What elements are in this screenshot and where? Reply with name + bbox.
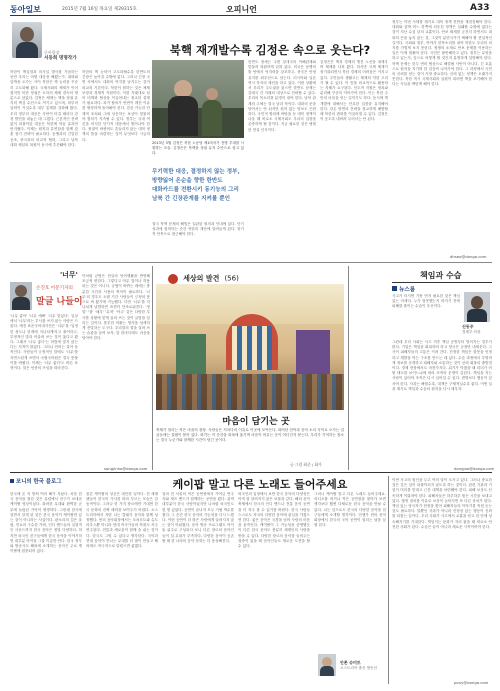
right-column-rule — [392, 282, 492, 283]
world-column-badge-icon — [168, 274, 178, 284]
bottom-author-photo — [318, 654, 336, 676]
world-column-headline: 마음이 담기는 곳 — [222, 417, 290, 427]
author-photo — [12, 22, 42, 58]
kim-jong-un-photo — [152, 60, 244, 138]
top-body-col4: 한반도 정세는 주변 강대국의 이해관계와 맞물려 복잡하게 얽혀 있다. 미국은 동맹의 틀 안에서 억지력을 강조하고, 중국은 안정 유지를 최우선으로 삼는다. 러시아와 일본 역시 각자의 계산을 하고 있다. 이런 상황에서 우리가 주도권을 잃으면 한반도 문제는 강대국 간 거래의 대상으로 전락할 수 있다. 우리의 목소리를 분명히 내야 한다. 남북 관계의 주체는 결국 남과 북이다. 대화의 문을 닫아서는 안 되지만 원칙 없는 양보도 곤란하다. 국민적 합의에 바탕을 둔 대북 정책이 나올 때 비로소 국제사회도 우리의 입장을 존중하게 될 것이다. 지금 필요한 것은 냉철한 현실 인식이다. — [248, 60, 316, 132]
masthead-rule — [10, 15, 492, 16]
top-author-name: 서동희 명명작가 — [44, 56, 77, 61]
top-body-col6: 정부는 이번 사태를 계기로 대북 정책 전반을 재점검해야 한다. 대화와 압박 어느 한쪽에 치우친 정책은 실패할 수밖에 없다는 것이 지난 수십 년의 교훈이다. 안보 태세를 굳건히 하면서도 대화의 끈을 놓지 않는 것, 그것이 분단국가가 택해야 할 현실적인 길이다. 국회와 정부, 여야가 한목소리를 내야 북한도 우리의 의지를 가볍게 보지 못한다. 정쟁의 소재로 안보 문제를 이용하는 일은 이제 멈춰야 한다. 국민은 불안해하고 있다. 정부는 무엇을 하고 있는지, 앞으로 어떻게 할 것인지 분명하게 설명해야 한다. 북핵 문제는 한두 번의 협상으로 해결될 사안이 아니다. 긴 호흡으로 원칙을 지키며 한 걸음씩 나아가야 한다. 그 과정에서 국민의 신뢰를 얻는 것이 가장 중요하다. 신뢰 없는 정책은 오래가지 못한다. 북한 역시 국제사회의 일원이 되려면 핵을 포기해야 한다는 사실을 깨닫게 해야 한다. — [392, 20, 492, 87]
right-author-name: 신동주 — [462, 324, 474, 329]
top-body-col3: 결국 북핵 문제의 해법은 일관된 원칙과 인내에 있다. 단기 성과에 집착하는 순간 북한의 계산에 말려들게 된다. 장기적 안목으로 접근해야 한다. — [152, 222, 244, 237]
issue-date: 2015년 7월 16일 목요일 제29315호 — [62, 7, 137, 12]
page-number: A33 — [470, 3, 490, 13]
nemo-body-col2: 이처럼 규범은 현실의 언어생활을 반영해 조금씩 변한다. 그렇다고 아무 말이나 허용되는 것은 아니다. 규범이 바뀌는 데에는 충분한 시간과 사용의 축적이 필요하다. '너무'의 경우도 오랜 기간 사람들이 긍정의 뜻으로 써 왔기에 가능했다. 다만 '너무'를 지나치게 남발하면 표현이 단조로워진다. '정말' '참' '매우' '무척' '아주' 같은 다양한 부사를 상황에 맞게 골라 쓰는 것이 글맛을 살리는 길이다. 풍부한 어휘는 생각을 섬세하게 전달하는 도구다. 우리말의 결을 살려 쓰는 습관을 들여 보자. 말 한마디에도 마음을 담아야 한다. — [82, 274, 150, 341]
pull-quote-2: 방향잃어 온순을 향한 한반도 — [152, 178, 223, 184]
nemo-series-title: 말글 나들이 — [36, 297, 83, 307]
right-column-title: 책임과 수습 — [420, 271, 462, 280]
bottom-body-col3: 얼마 전 서울의 작은 공연장에서 가야금 연주자와 재즈 밴드가 함께하는 공연을 봤다. 관객 대부분이 한국 사람이었지만 나처럼 외국인도 몇 명 있었다. 공연이 끝나자 모두 기립 박수를 쳤다. 그 순간 한국 음악의 가능성을 다시 느꼈다. 이런 공연이 더 많은 사람에게 알려지지 않는 것이 아쉬웠다. 음악 방송 프로그램도 아이돌 위주로 구성되다 보니 다른 장르의 음악인들이 설 무대가 부족하다. 다양한 음악이 공존할 때 한 나라의 음악 문화는 더 풍성해진다. — [162, 492, 234, 543]
pull-quote-box — [152, 168, 244, 220]
nemo-column-title: '너무' — [60, 271, 78, 279]
top-author-box — [10, 20, 80, 70]
top-body-col1: 북한이 핵실험과 미사일 발사를 거듭하는 동안 우리는 어떤 대응을 해왔는가. 대화와 압박을 오가는 사이 북한은 핵 능력을 꾸준히 고도화해 왔다. 국제사회의 제재가 이어졌지만 북한 정권은 오히려 체제 결속의 명분으로 삼았다. 김정은 체제는 핵을 정권 유지의 핵심 수단으로 여기고 있으며, 외부의 압력이 커질수록 내부 통제를 강화해 왔다. 우리 정부의 대응은 사안이 터질 때마다 강경 발언을 내놓는 데 그쳤다. 근본적인 전략 없이 되풀이된 대응은 북한에 학습 효과만 안겨줬다. 이제는 원칙과 유연함을 함께 갖춘 장기 전략이 필요하다. 동맹과의 긴밀한 공조, 중국과의 외교적 협력, 그리고 남북 대화 채널의 복원이 동시에 추진돼야 한다. — [10, 70, 78, 147]
bottom-headline: 케이팝 말고 다른 노래도 들어주세요 — [172, 478, 348, 491]
right-column-email: dongjoo@donga.com — [454, 466, 495, 471]
bottom-right-body: 이번 사고의 원인을 두고 여러 말이 오가고 있다. 그러나 중요한 것은 같은 일이 되풀이되지 않도록 하는 것이다. 관련 기관과 기업이 머리를 맞대고 근본 대책을 마련해야 한다. 피해 보상도 신속하게 이뤄져야 한다. 피해자들은 하루하루 힘든 시간을 보내고 있다. 행정 절차를 이유로 보상이 늦어지면 또 다른 상처가 된다. 책임 있는 당국자가 현장을 찾아 피해자들의 이야기를 직접 듣는 것도 필요하다. 말뿐인 사과가 아니라 진정성 있는 행동이 신뢰를 되찾는 길이다. 우리 사회가 사고에서 교훈을 얻고 한 단계 성숙해지기를 기대한다. 책임지는 문화가 자리 잡을 때 비로소 안전한 사회가 된다. 수습은 끝이 아니라 새로운 시작이어야 한다. — [392, 478, 492, 529]
nemo-author-name: 손진호 어문기자의 — [36, 286, 73, 291]
right-author-photo — [464, 292, 490, 322]
carnival-painting — [156, 284, 344, 410]
world-column-body: 축제가 열리는 작은 마을의 광장. 사람들은 저마다의 이유로 이곳에 모여든다. 화려한 천막과 음악 소리 사이로 오가는 얼굴들에는 설렘이 묻어 있다. 화가는 이 순간을 화폭에 옮기며 마음이 머무는 곳이 어디인지 묻는다. 우리가 기억하는 장소는 결국 누군가와 함께한 시간이 담긴 곳이다. — [156, 428, 344, 443]
nemo-author-photo — [10, 282, 32, 310]
bottom-body-col5: 그러니 케이팝 말고 다른 노래도 들어주세요. 라디오를 켜거나 작은 공연장을 찾아가 보면 생각보다 훨씬 다채로운 한국 음악을 만날 수 있다. 나는 앞으로도 한국의 다양한 음악을 친구들에게 소개할 생각이다. 언젠가 빈의 음악회장에서 한국의 국악 공연이 열리는 날을 꿈꿔 본다. — [314, 492, 386, 528]
top-headline: 북핵 재개발수록 김정은 속으로 웃는다? — [169, 43, 371, 57]
pull-quote-1: 무기력한 대응, 결정하지 않는 정부, — [152, 169, 240, 175]
bottom-body-col4: 외국인의 입장에서 보면 한국 음악의 다양성은 아직 잘 알려지지 않은 보물과 같다. 해외 음악 축제에서 한국의 인디 밴드나 전통 음악 공연을 더 자주 볼 수 있기를 바란다. 한국 사람들 스스로도 자국의 다양한 음악에 관심을 가졌으면 한다. 좋은 음악은 국경을 넘어 사람의 마음을 움직인다. 케이팝이 그 가능성을 증명했듯이 다른 한국 음악도 충분히 세계인의 사랑을 받을 수 있다. 다양한 장르의 음악을 들어주는 청중이 있을 때 음악인들도 새로운 도전을 할 수 있다. — [238, 492, 310, 549]
world-column-author: 글·그림 최준 / 화가 — [290, 462, 322, 467]
top-photo-caption: 2013년 3월 김정은 북한 노동당 제1비서가 전방 부대를 시찰하는 모습. 김정은은 북핵을 정권 유지 수단으로 삼고 있다. — [152, 141, 244, 156]
top-body-col5: 김정은은 핵과 경제의 병진 노선을 내세우며 체제를 다져 왔다. 하지만 국제 제재가 장기화되면서 북한 경제의 어려움은 커지고 있다. 주민들의 생활고는 체제의 약한 고리가 될 수 있다. 이 틈을 외교적으로 활용하는 지혜가 요구된다. 인도적 지원은 정치와 분리해 꾸준히 이어가야 한다. 이는 북한 주민의 마음을 얻는 길이기도 하다. 동시에 핵 개발에 대해서는 단호한 입장을 유지해야 한다. 강온 양면의 전략을 정교하게 배합할 때 북한의 변화를 이끌어낼 수 있다. 김정은이 웃도록 내버려 두어서는 안 된다. — [320, 60, 388, 122]
newsroom-label: 뉴스룸 — [392, 285, 415, 293]
world-column-title: 세상의 발견 — [183, 274, 220, 283]
divider-top — [10, 262, 492, 263]
nemo-body-col1: '너무 좋아' '너무 예뻐' '너무 맛있다'. 일상에서 '너무'라는 부사를 쓰지 않는 사람은 드물다. 예전 표준국어대사전은 '너무'를 '일정한 정도나 한계에 지나치게'라고 풀이하고, 부정적인 말과 어울려 쓰는 것이 옳다고 봤다. 그래서 '너무 좋다'는 어법에 맞지 않는다는 지적이 많았다. 그러나 언어는 살아 움직인다. 사람들이 긍정적인 말에도 '너무'를 자연스럽게 쓰면서 국립국어원은 결국 뜻풀이를 바꿨다. 이제는 '너무 좋다'도 바른 표현이다. 말은 언중의 쓰임을 따라간다. — [10, 314, 78, 371]
top-body-col2: 북한의 핵 능력이 고도화될수록 한반도의 긴장은 높아질 수밖에 없다. 그러나 긴장 국면 속에서도 대화의 여지를 남겨두는 것이 외교의 기본이다. 북한이 원하는 것은 체제 보장과 경제적 지원이다. 이를 지렛대로 삼아 비핵화 협상을 이끌어내는 정교한 설계가 필요하다. 과거 합의가 번번이 깨진 이유를 냉정하게 돌아봐야 한다. 검증 가능한 단계적 조치와 그에 상응하는 보상이 맞물려야 합의가 지속될 수 있다. 정부는 국내 여론을 의식한 단기적 대응에서 벗어나야 한다. 정권이 바뀌어도 흔들리지 않는 대북 정책의 틀을 마련하는 것이 무엇보다 시급하다. — [82, 70, 150, 142]
bottom-left-email: pony@donga.com — [454, 680, 489, 685]
divider-bottom — [10, 472, 492, 473]
world-column-header — [168, 268, 338, 282]
divider-mid-right — [348, 266, 349, 470]
divider-mid-left — [152, 266, 153, 470]
bottom-label-icon — [10, 479, 14, 483]
bottom-author-title: 오스트리아 출신 방송인 — [340, 666, 377, 670]
section-title: 오피니언 — [226, 5, 257, 14]
right-column-body-b: 그런데 우리 사회는 사고 직후 책임 공방부터 벌어지는 경우가 많다. 기업은 책임을 회피하려 하고 당국은 규정만 내세운다. 그 사이 피해자들의 고통은 커져 간다. 진정한 책임은 잘못을 인정하고 재발을 막는 구조를 만드는 데 있다. 수습 과정에서 투명하게 정보를 공개하고 피해자와 소통하는 것이 신뢰 회복의 출발점이다. 경제 현장에서도 마찬가지다. 위기가 닥쳤을 때 리더가 어떤 태도를 보이느냐에 따라 조직의 운명이 갈린다. 책임을 지는 사람이 있어야 조직은 다시 일어설 수 있다. 변명보다 행동이 앞서야 한다. 사과는 빠를수록, 대책은 구체적일수록 좋다. 이번 일을 계기로 책임과 수습의 원칙을 다시 세우자. — [392, 340, 492, 391]
bottom-label: 포니의 한국 블로그 — [10, 477, 61, 485]
newspaper-name: 동아일보 — [10, 5, 41, 14]
pull-quote-4: 남북 간 긴장관계를 지켜볼 뿐인 — [152, 196, 231, 202]
pull-quote-3: 대화카드를 전환시키 동기능의 그리 — [152, 187, 239, 193]
bottom-body-col1: 한국에 온 지 벌써 여러 해가 지났다. 처음 한국 음악을 접한 것은 유럽에서 친구가 보내준 케이팝 영상이었다. 화려한 무대와 완벽한 군무에 놀랐던 기억이 생생하다. 그런데 한국에 살면서 알게 된 것은 한국 음악이 케이팝만 있는 것이 아니라는 사실이다. 판소리의 깊은 울림, 민요의 구수한 가락, 인디 밴드들의 실험적인 사운드까지 한국 음악은 정말 다양하다. 하지만 외국인 친구들에게 한국 음악을 이야기하면 대부분 아이돌 그룹 이름만 안다. 한국 정부와 방송사도 해외에 소개하는 음악은 주로 케이팝에 집중되어 있다. — [10, 492, 82, 554]
right-column-body-a: 사고가 터지면 가장 먼저 필요한 것은 책임 있는 자세다. 누가 잘못했는지 따지기 전에 피해를 줄이는 수습이 우선이다. — [392, 294, 460, 309]
right-author-title: 경제부 차장 — [462, 330, 481, 334]
world-column-number: (56) — [224, 274, 239, 283]
top-column-email: dhseo@donga.com — [450, 254, 487, 259]
newsroom-bullet-icon — [392, 286, 397, 291]
divider-bottom-right — [388, 476, 389, 684]
nemo-email: songjinho@donga.com — [104, 466, 148, 471]
column-label: 동아광장 — [44, 50, 60, 55]
bottom-body-col2: 물론 케이팝의 성공은 대단한 일이다. 전 세계 팬들이 한국어 가사를 따라 부르는 모습은 감동적이다. 그러나 한 가지 장르에만 기대면 한국 문화의 진짜 매력을 보여주기 어렵다. 오스트리아에서 자란 나는 클래식 음악과 함께 성장했다. 빈의 음악회장에서는 모차르트와 슈트라우스뿐 아니라 현대 작곡가들의 작품도 자주 연주된다. 전통과 새로움이 함께 숨 쉬는 것이다. 한국도 그럴 수 있다고 생각한다. 국악과 현대 음악이 만나는 무대를 더 많이 만들고 해외에도 적극적으로 알렸으면 좋겠다. — [86, 492, 158, 549]
bottom-author-name: 안톤 슈미트 — [340, 660, 361, 665]
